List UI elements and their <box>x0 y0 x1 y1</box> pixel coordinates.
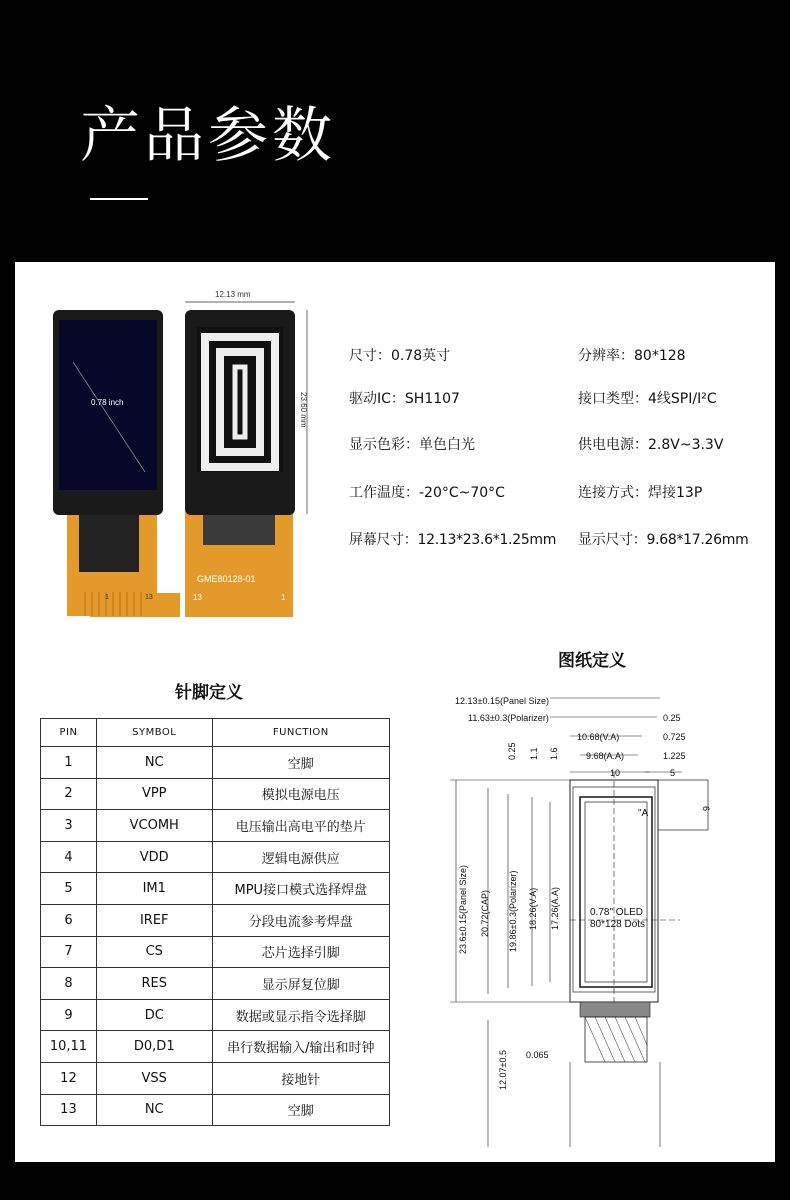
table-row <box>41 999 390 1031</box>
dim-12-07: 12.07±0.5 <box>498 1050 508 1090</box>
dim-v-1-6: 1.6 <box>549 747 559 760</box>
function-cell: 电压输出高电平的垫片 <box>212 810 389 842</box>
symbol-cell: CS <box>96 936 212 968</box>
dim-polarizer-width: 11.63±0.3(Polarizer) <box>468 713 549 723</box>
pin-cell: 4 <box>41 841 97 873</box>
dim-1-225: 1.225 <box>663 751 686 761</box>
table-row <box>41 841 390 873</box>
symbol-cell: VCOMH <box>96 810 212 842</box>
symbol-cell: VPP <box>96 778 212 810</box>
function-cell: 分段电流参考焊盘 <box>212 904 389 936</box>
param-interface: 接口类型：4线SPI/I²C <box>578 391 717 407</box>
dim-0-065: 0.065 <box>526 1050 549 1060</box>
function-cell: 接地针 <box>212 1062 389 1094</box>
pin-cell: 8 <box>41 968 97 1000</box>
page-title: 产品参数 <box>80 101 336 171</box>
table-row <box>41 747 390 779</box>
back-module-photo <box>185 290 308 617</box>
panel-label-line1: 0.78" OLED <box>590 907 644 918</box>
pin-cell: 9 <box>41 999 97 1031</box>
pin-cell: 1 <box>41 747 97 779</box>
header-pin: PIN <box>41 719 97 747</box>
pin-cell: 10,11 <box>41 1031 97 1063</box>
dim-va-height: 18.26(V.A) <box>528 887 538 930</box>
pin-section-title: 针脚定义 <box>175 683 243 703</box>
pin-cell: 13 <box>41 1094 97 1126</box>
table-row <box>41 904 390 936</box>
dim-10: 10 <box>610 768 621 778</box>
dim-6: 6 <box>701 806 711 812</box>
height-dim-label: 23.60 mm <box>299 392 308 428</box>
back-pin13-label: 13 <box>193 593 202 602</box>
symbol-cell: RES <box>96 968 212 1000</box>
dim-polarizer-height: 19.86±0.3(Polarizer) <box>508 870 518 952</box>
function-cell: 显示屏复位脚 <box>212 968 389 1000</box>
param-screen-size: 屏幕尺寸：12.13*23.6*1.25mm <box>349 532 557 548</box>
dim-cap-height: 20.72(CAP) <box>480 889 490 937</box>
param-color: 显示色彩：单色白光 <box>349 437 475 453</box>
table-row <box>41 936 390 968</box>
table-row <box>41 1094 390 1126</box>
dim-0-725: 0.725 <box>663 732 686 742</box>
symbol-cell: NC <box>96 747 212 779</box>
mechanical-drawing <box>420 682 775 1147</box>
symbol-cell: IM1 <box>96 873 212 905</box>
dim-5: 5 <box>670 768 676 778</box>
symbol-cell: D0,D1 <box>96 1031 212 1063</box>
back-pin1-label: 1 <box>281 593 286 602</box>
header-symbol: SYMBOL <box>96 719 212 747</box>
front-pin1-label: 1 <box>105 594 109 601</box>
dim-panel-height: 23.6±0.15(Panel Size) <box>458 865 468 954</box>
table-row <box>41 873 390 905</box>
table-row <box>41 1062 390 1094</box>
dim-v-0-25: 0.25 <box>507 742 517 760</box>
drawing-section-title: 图纸定义 <box>558 651 626 671</box>
pin-cell: 6 <box>41 904 97 936</box>
function-cell: 数据或显示指令选择脚 <box>212 999 389 1031</box>
pin-table-header <box>41 719 390 747</box>
param-driver-ic: 驱动IC：SH1107 <box>349 391 460 407</box>
table-row <box>41 810 390 842</box>
dim-v-1-1: 1.1 <box>529 747 539 760</box>
symbol-cell: VDD <box>96 841 212 873</box>
content-sheet <box>15 262 775 1162</box>
dim-va-width: 10.68(V.A) <box>577 732 620 742</box>
table-row <box>41 1031 390 1063</box>
symbol-cell: NC <box>96 1094 212 1126</box>
function-cell: 模拟电源电压 <box>212 778 389 810</box>
dim-panel-width: 12.13±0.15(Panel Size) <box>455 696 549 706</box>
panel-label-line2: 80*128 Dots <box>590 919 646 930</box>
pin-cell: 5 <box>41 873 97 905</box>
header-function: FUNCTION <box>212 719 389 747</box>
function-cell: 芯片选择引脚 <box>212 936 389 968</box>
pin-cell: 3 <box>41 810 97 842</box>
title-underline <box>90 198 148 200</box>
param-size: 尺寸：0.78英寸 <box>349 348 451 364</box>
table-row <box>41 778 390 810</box>
pin-table <box>40 718 390 1126</box>
function-cell: 空脚 <box>212 747 389 779</box>
param-connection: 连接方式：焊接13P <box>578 485 703 501</box>
param-power: 供电电源：2.8V~3.3V <box>578 437 724 453</box>
width-dim-label: 12.13 mm <box>215 290 251 299</box>
param-temp: 工作温度：-20°C~70°C <box>349 485 505 501</box>
front-pin13-label: 13 <box>145 594 153 601</box>
pin-cell: 12 <box>41 1062 97 1094</box>
dim-aa-width: 9.68(A.A) <box>586 751 625 761</box>
dim-aa-height: 17.26(A.A) <box>550 886 560 930</box>
function-cell: 串行数据输入/输出和时钟 <box>212 1031 389 1063</box>
product-photos <box>45 282 345 627</box>
symbol-cell: DC <box>96 999 212 1031</box>
pin-cell: 2 <box>41 778 97 810</box>
function-cell: 逻辑电源供应 <box>212 841 389 873</box>
table-row <box>41 968 390 1000</box>
front-module-photo <box>53 310 180 617</box>
function-cell: 空脚 <box>212 1094 389 1126</box>
dim-0-25-right: 0.25 <box>663 713 681 723</box>
symbol-cell: IREF <box>96 904 212 936</box>
symbol-cell: VSS <box>96 1062 212 1094</box>
param-resolution: 分辨率：80*128 <box>578 348 686 364</box>
function-cell: MPU接口模式选择焊盘 <box>212 873 389 905</box>
diagonal-label: 0.78 inch <box>91 398 124 407</box>
param-display-size: 显示尺寸：9.68*17.26mm <box>578 532 749 548</box>
detail-a-label: "A <box>638 808 649 819</box>
back-silk-label: GME80128-01 <box>197 574 256 584</box>
pin-cell: 7 <box>41 936 97 968</box>
